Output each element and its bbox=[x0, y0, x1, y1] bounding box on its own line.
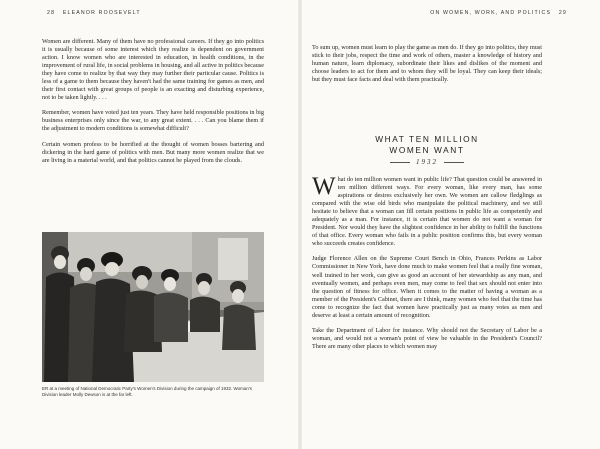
left-paragraph-1: Women are different. Many of them have no professional careers. If they go into politics it is usually because of some interest which they realize is dependent on government action. I know women who are interested in education, in health conditions, in the improvement of rural life, in social problems in housing, and all active in politics because they have come to realize by that way they may further their particular cause. Politics is less of a game to them because they haven't had the same training for games as men, and their first contact with great groups of people is an exacting and disturbing experience, not to be taken lightly. . . . bbox=[42, 38, 265, 102]
left-running-head-title: ELEANOR ROOSEVELT bbox=[62, 10, 141, 16]
right-paragraph-2: Judge Florence Allen on the Supreme Court Bench in Ohio, Frances Perkins as Labor Commissioner in New York, have done much to make women feel that a really fine woman, well trained in her work, can give as good an account of her stewardship as any man, and eventually women, and perhaps even men, may come to feel that sex should not enter into the question of fitness for office. When it comes to the matter of having a woman as a member of the President's Cabinet, there are I think, many women who feel that the time has come to recognize the fact that women have practically just as many votes as men and deserve at least a certain amount of recognition. bbox=[312, 255, 542, 319]
year-rule-right bbox=[444, 162, 464, 163]
left-page-number: 28 bbox=[47, 10, 56, 16]
right-running-head-title: ON WOMEN, WORK, AND POLITICS bbox=[430, 10, 552, 16]
right-running-head bbox=[430, 10, 572, 16]
right-page-number: 29 bbox=[558, 10, 567, 16]
section-title-line-1: WHAT TEN MILLION bbox=[375, 134, 479, 144]
section-year bbox=[312, 158, 542, 166]
right-intro-text bbox=[312, 44, 542, 91]
meeting-photo bbox=[42, 232, 264, 382]
left-body-text bbox=[42, 38, 264, 172]
section-year-text: 1932 bbox=[416, 158, 438, 166]
year-rule-left bbox=[390, 162, 410, 163]
meeting-photo-image bbox=[42, 232, 264, 382]
left-running-head bbox=[42, 10, 141, 16]
right-paragraph-3: Take the Department of Labor for instance. Why should not the Secretary of Labor be a woman, and would not a woman's point of view be valuable in the President's Council? There are many other places to which women may bbox=[312, 326, 542, 350]
right-body-text bbox=[312, 173, 542, 358]
photo-caption: ER at a meeting of National Democratic Party's Women's Division during the campaign of 1932. Woman's Division leader Molly Dewson is at the far left. bbox=[42, 386, 253, 397]
right-intro-paragraph: To sum up, women must learn to play the game as men do. If they go into politics, they must stick to their jobs, respect the time and work of others, master a knowledge of history and human nature, learn diplomacy, subordinate their likes and dislikes of the moment and choose leaders to act for them and to whom they will be loyal. They can keep their ideals; but they must face facts and deal with them practically. bbox=[312, 44, 542, 84]
section-title bbox=[312, 134, 542, 155]
right-paragraph-1 bbox=[312, 173, 542, 248]
left-paragraph-3: Certain women profess to be horrified at the thought of women bosses bartering and dickering in the hard game of politics with men. But many more women realize that we are living in a material world, and that politics cannot be played from the clouds. bbox=[42, 140, 264, 164]
section-title-line-2: WOMEN WANT bbox=[389, 144, 465, 155]
right-paragraph-1-text: hat do ten million women want in public life? That question could be answered in ten million different ways. For every woman, like every man, has some aspirations or desires exclusively her own. We women are callow fledglings as compared with the wise old birds who manipulate the political machinery, and we still hesitate to believe that a woman can fill certain positions in public life as competently and adequately as a man. For instance, it is certain that women do not want a woman for President. Nor would they have the slightest confidence in her ability to fulfill the functions of that office. Every woman who fails in a public position confirms this, but every woman who succeeds creates confidence. bbox=[312, 176, 542, 248]
right-page bbox=[304, 0, 600, 449]
book-gutter bbox=[298, 0, 302, 449]
left-paragraph-2: Remember, women have voted just ten years. They have held responsible positions in big business enterprises only since the war, to any great extent. . . . Can you blame them if the adjustment to modern conditions is somewhat difficult? bbox=[42, 109, 264, 133]
drop-cap: W bbox=[312, 173, 336, 200]
left-page bbox=[0, 0, 296, 449]
